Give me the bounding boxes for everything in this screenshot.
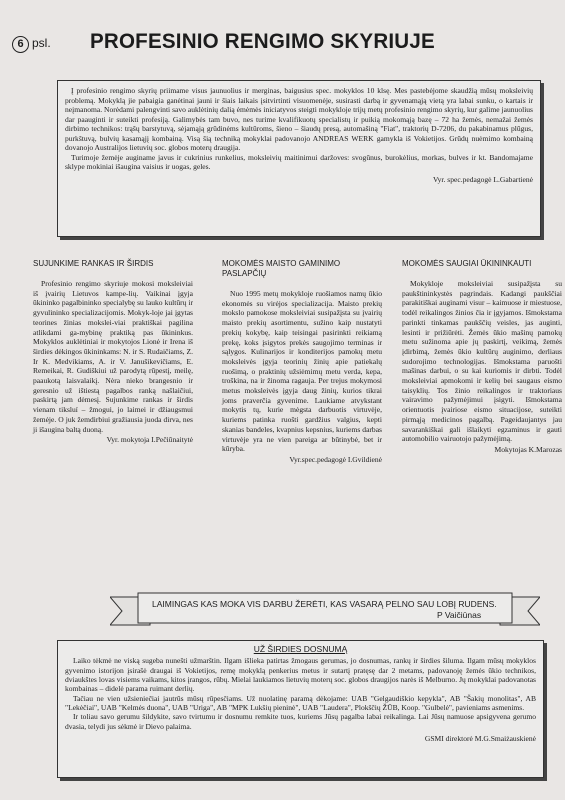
page-number-suffix: psl. (32, 36, 51, 50)
thanks-paragraph-1: Laiko tėkmė ne viską sugeba nunešti užmarštin. Ilgam išlieka patirtas žmogaus gerumas, jo dosnumas, rankų ir širdies šiluma. Ilgam mūsų mokyklos gyvenimo istorijon įsirašė draugai iš Vokietijos, remę mokyklą penkerius metus ir sutartį pratęsę dar 2 metams, padovanoję žemės ūkio technikos, dviaukštes lovas visiems vaikams, kitos įrangos, rūbų. Mielai laukiamos lietuvių moterų soc. globos draugijos narės iš Melburno. Jų mokyklai padovanotas kombainas – didelė parama ruimant derlių. (65, 656, 536, 694)
thanks-paragraph-2: Tačiau ne vien užsieniečiai jautrūs mūsų rūpesčiams. Už nuolatinę paramą dėkojame: UAB "Gelgaudiškio kepykla", AB "Šakių monolitas", AB "Lekėčiai", UAB "Kelmės duona", UAB "Uriga", AB "MPK Lukšių pieninė", UAB "Laudera", Plokščių ŽŪB, Koop. "Gulbelė", pavieniams asmenims. (65, 693, 536, 713)
intro-text: Į profesinio rengimo skyrių priimame visus jaunuolius ir merginas, baigusius spec. mokyklos 10 klsę. Mes pastebėjome skaudžią mūsų moksleivių problemą. Mokyklą jie pabaigia ganėtinai jauni ir šiais laikais įsitvirtinti visuomenėje, susirasti darbą ir gyvenamąją vietą yra labai sunku, o kartais ir neįmanoma. Norėdami palengvinti savo auklėtinių dalią ėmėmės iniciatyvos steigti mokykloje trijų metų profesinio rengimo skyrių, kur galime jaunuolius dar paauginti ir suteikti profesiją. Galimybės tam buvo, nes turime kvalifikuotų specialistų ir puikią mokomąją bazę – 72 ha žemės, nemažai žemės dirbimo technikos: trąšų barstytuvą, sėjamąją grūdinėms kultūroms, šieno – šiaudų presą, automašiną "Fiat", traktorių D-7206, du pakabinamus plūgus, purkštuvą, bulvių kasamąjį kombainą. Visą šią techniką mokyklai padovanojo ANDREAS WERK gamykla iš Vokietijos. Grūdų nuėmimo kombainą dovanojo Australijos lietuvių soc. globos moterų draugija. (65, 86, 533, 153)
intro-box (57, 80, 541, 237)
thanks-box (57, 640, 544, 778)
quote-author: P Vaičiūnas (437, 610, 482, 620)
article-title: MOKOMĖS SAUGIAI ŪKININKAUTI (402, 259, 532, 268)
article-signature: Mokytojas K.Marozas (494, 444, 562, 454)
article-column-2 (222, 259, 382, 472)
article-column-3 (402, 259, 562, 462)
article-body: Nuo 1995 metų mokykloje ruošiamos namų ūkio ekonomės su virėjos specializacija. Maisto prekių mokslo pamokose moksleiviai susipažįsta su įvairių maisto prekių asortimentu, sužino kaip nustatyti prekių kokybę, kaip teisingai pasirinkti reikiamą prekę, koks įsigytos prekės saugojimo terminas ir sąlygos. Kulinarijos ir konditerijos pamokų metu moksleivės įgyja teorinių žinių apie patiekalų ruošimą, o praktinių užsiėmimų metu verda, kepa, troškina, na ir žinoma ragauja. Per trejus mokymosi metus moksleivės įgyja daug žinių, kurios tikrai joms praverčia gyvenime. Laukiame atvykstant mokytis tų, kurie mėgsta darbuotis virtuvėje, kuriems patinka ruošti gardžius valgius, kepti skanias bandeles, kvapnius kepsnius, kuriems darbas virtuvėje yra ne vien pareiga ar būtinybė, bet ir kūryba. (222, 289, 382, 454)
page-number (12, 36, 51, 53)
article-signature: Vyr.spec.pedagogė I.Gvildienė (289, 454, 382, 464)
intro-signature: Vyr. spec.pedagogė L.Gabartienė (433, 174, 533, 184)
page-title: PROFESINIO RENGIMO SKYRIUJE (90, 30, 435, 53)
article-title: SUJUNKIME RANKAS IR ŠIRDIS (33, 259, 154, 268)
thanks-title: UŽ ŠIRDIES DOSNUMĄ (253, 644, 348, 654)
article-body: Profesinio rengimo skyriuje mokosi moksleiviai iš įvairių Lietuvos kampe-lių. Vaikinai įgyja ūkininko pagalbininko specialybę su lauko kultūrų ir gyvulininko specializacijomis. Mokyk-loje jai įgytas teorines žinias mokslei-viai praktiškai pagilina atlikdami ga-mybinę praktiką pas ūkininkus. Mokyklos auklėtiniai ir mokytojos Lionė ir Irena iš širdies dėkingos ūkininkams: N. ir S. Rudaičiams, Z. Ir K. Medvikiams, A. ir V. Janušikevičiams, E. Remeikai, R. Gudiškiui už parodytą rūpestį, meilę, paaukotą laisvalaikį. Nėra nieko brangesnio ir geresnio už ištiestą pagalbos ranką našlaičiui, paskirtą jam dėmesį. Sujunkime rankas ir širdis vienam tiksluí – žmogui, jo laimei ir džiaugsmui žemėje. O juk žemdirbiui gražiausia juoda dirva, nes ji išaugina baltą duoną. (33, 279, 193, 434)
page-number-circle: 6 (12, 36, 29, 53)
intro-text-2: Turimoje žemėje auginame javus ir cukrinius runkelius, moksleivių maitinimui daržoves: svogūnus, burokėlius, morkas, bulves ir kt. Bandomajame sklype mokiniai išaugina vaisius ir uogas, geles. (65, 152, 533, 172)
quote-text: LAIMINGAS KAS MOKA VIS DARBU ŽERĖTI, KAS VASARĄ PELNO SAU LOBĮ RUDENS. (152, 599, 497, 609)
article-body: Mokykloje moksleiviai susipažįsta su paukštininkystės pagrindais. Kadangi paukščiai parakitiškai auginami visur – kaimuose ir miestuose, todėl reikalingos žinios čia ir įgyjamos. Išmokstama parinkti tinkamas paukščių veisles, jas auginti, lesinti ir prižiūrėti. Žemės ūkio mašinų pamokų metu sužinoma apie jų paskirtį, veikimą, žemės įdirbimą, žemės ūkio kultūrų auginimo, derliaus sudorojimo technologijas. Išmokstama paruošti mašinas darbui, o su kai kuriomis ir dirbti. Todėl moksleiviai apmokomi ir kelių bei saugaus eismo taisyklių. Tos žinio reikalingos ir traktoriaus vairavimo pažymėjimui įsigyti. Išmokstama orientuotis įvairiose eismo situacijose, suteikti pirmąją medicinos pagalbą. Pageidaujantys jau savarankiškai gali išlaikyti egzaminus ir gauti automobilio vairuotojo pažymėjimą. (402, 279, 562, 444)
quote-banner (110, 591, 540, 631)
thanks-signature: GSMI direktorė M.G.Smaiżauskienė (424, 734, 536, 744)
article-signature: Vyr. mokytoja I.Pečiūnaitytė (106, 435, 193, 445)
article-title: MOKOMĖS MAISTO GAMINIMO PASLAPČIŲ (222, 259, 341, 278)
article-column-1 (33, 259, 193, 453)
thanks-paragraph-3: Ir toliau savo gerumu šildykite, savo tvirtumu ir dosnumu remkite tuos, kuriems Jūsų pagalba labai reikalinga. Lai Jūsų namuose apsigyvena gerumo dvasia, telydi jus sėkmė ir Dievo palaima. (65, 712, 536, 731)
